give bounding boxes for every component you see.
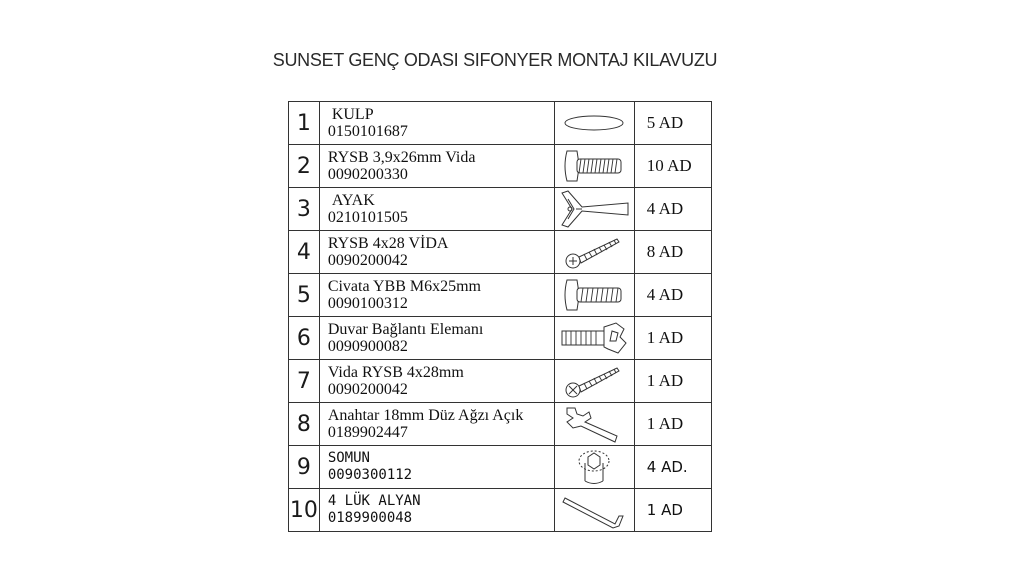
handle-icon xyxy=(561,111,627,135)
allen-key-icon xyxy=(561,490,627,530)
table-row xyxy=(289,188,712,231)
part-number: 8 xyxy=(289,403,320,446)
leg-icon xyxy=(558,189,630,229)
wrench-icon xyxy=(561,404,627,444)
part-image xyxy=(554,102,634,145)
part-number: 6 xyxy=(289,317,320,360)
part-description xyxy=(319,274,554,317)
part-image xyxy=(554,317,634,360)
part-name: 4 LÜK ALYAN xyxy=(327,493,421,509)
part-quantity: 10 AD xyxy=(634,145,711,188)
part-description xyxy=(319,446,554,489)
part-number: 10 xyxy=(289,489,320,532)
part-code: 0090900082 xyxy=(327,338,408,355)
part-description xyxy=(319,317,554,360)
part-name: Duvar Bağlantı Elemanı xyxy=(327,321,484,338)
part-image xyxy=(554,231,634,274)
part-name: RYSB 4x28 VİDA xyxy=(327,235,449,252)
part-image xyxy=(554,188,634,231)
part-description xyxy=(319,360,554,403)
part-description xyxy=(319,188,554,231)
machine-screw-icon xyxy=(561,147,627,185)
part-number: 1 xyxy=(289,102,320,145)
part-image xyxy=(554,145,634,188)
part-name: KULP xyxy=(331,106,374,123)
part-description xyxy=(319,489,554,532)
part-name: AYAK xyxy=(331,192,375,209)
part-quantity: 1 AD xyxy=(634,360,711,403)
wood-screw-icon xyxy=(561,362,627,400)
part-name: Civata YBB M6x25mm xyxy=(327,278,481,295)
part-quantity: 4 AD xyxy=(634,188,711,231)
part-number: 2 xyxy=(289,145,320,188)
page-title: SUNSET GENÇ ODASI SIFONYER MONTAJ KILAVUZU xyxy=(272,50,718,70)
wall-connector-icon xyxy=(558,319,630,357)
nut-icon xyxy=(561,447,627,487)
part-number: 5 xyxy=(289,274,320,317)
part-description xyxy=(319,231,554,274)
part-name: Anahtar 18mm Düz Ağzı Açık xyxy=(327,407,524,424)
part-number: 3 xyxy=(289,188,320,231)
bolt-icon xyxy=(561,276,627,314)
part-image xyxy=(554,403,634,446)
part-code: 0189900048 xyxy=(327,510,413,526)
part-number: 9 xyxy=(289,446,320,489)
table-row xyxy=(289,274,712,317)
part-image xyxy=(554,274,634,317)
part-name: Vida RYSB 4x28mm xyxy=(327,364,464,381)
table-row xyxy=(289,446,712,489)
part-description xyxy=(319,403,554,446)
table-row xyxy=(289,102,712,145)
table-row xyxy=(289,403,712,446)
part-image xyxy=(554,489,634,532)
table-row xyxy=(289,145,712,188)
part-code: 0210101505 xyxy=(327,209,408,226)
part-quantity: 5 AD xyxy=(634,102,711,145)
part-quantity: 1 AD xyxy=(634,489,711,532)
part-description xyxy=(319,102,554,145)
part-quantity: 1 AD xyxy=(634,403,711,446)
part-quantity: 1 AD xyxy=(634,317,711,360)
parts-table xyxy=(288,101,712,532)
part-number: 7 xyxy=(289,360,320,403)
wood-screw-icon xyxy=(561,233,627,271)
part-code: 0090100312 xyxy=(327,295,408,312)
part-quantity: 4 AD. xyxy=(634,446,711,489)
part-quantity: 4 AD xyxy=(634,274,711,317)
part-description xyxy=(319,145,554,188)
table-row xyxy=(289,489,712,532)
part-code: 0189902447 xyxy=(327,424,408,441)
part-quantity: 8 AD xyxy=(634,231,711,274)
part-image xyxy=(554,446,634,489)
part-number: 4 xyxy=(289,231,320,274)
part-code: 0090200330 xyxy=(327,166,408,183)
part-code: 0090200042 xyxy=(327,252,408,269)
part-image xyxy=(554,360,634,403)
table-row xyxy=(289,231,712,274)
table-row xyxy=(289,317,712,360)
part-code: 0090200042 xyxy=(327,381,408,398)
part-code: 0150101687 xyxy=(327,123,408,140)
part-name: RYSB 3,9x26mm Vida xyxy=(327,149,476,166)
part-code: 0090300112 xyxy=(327,467,413,483)
table-row xyxy=(289,360,712,403)
part-name: SOMUN xyxy=(327,450,370,466)
